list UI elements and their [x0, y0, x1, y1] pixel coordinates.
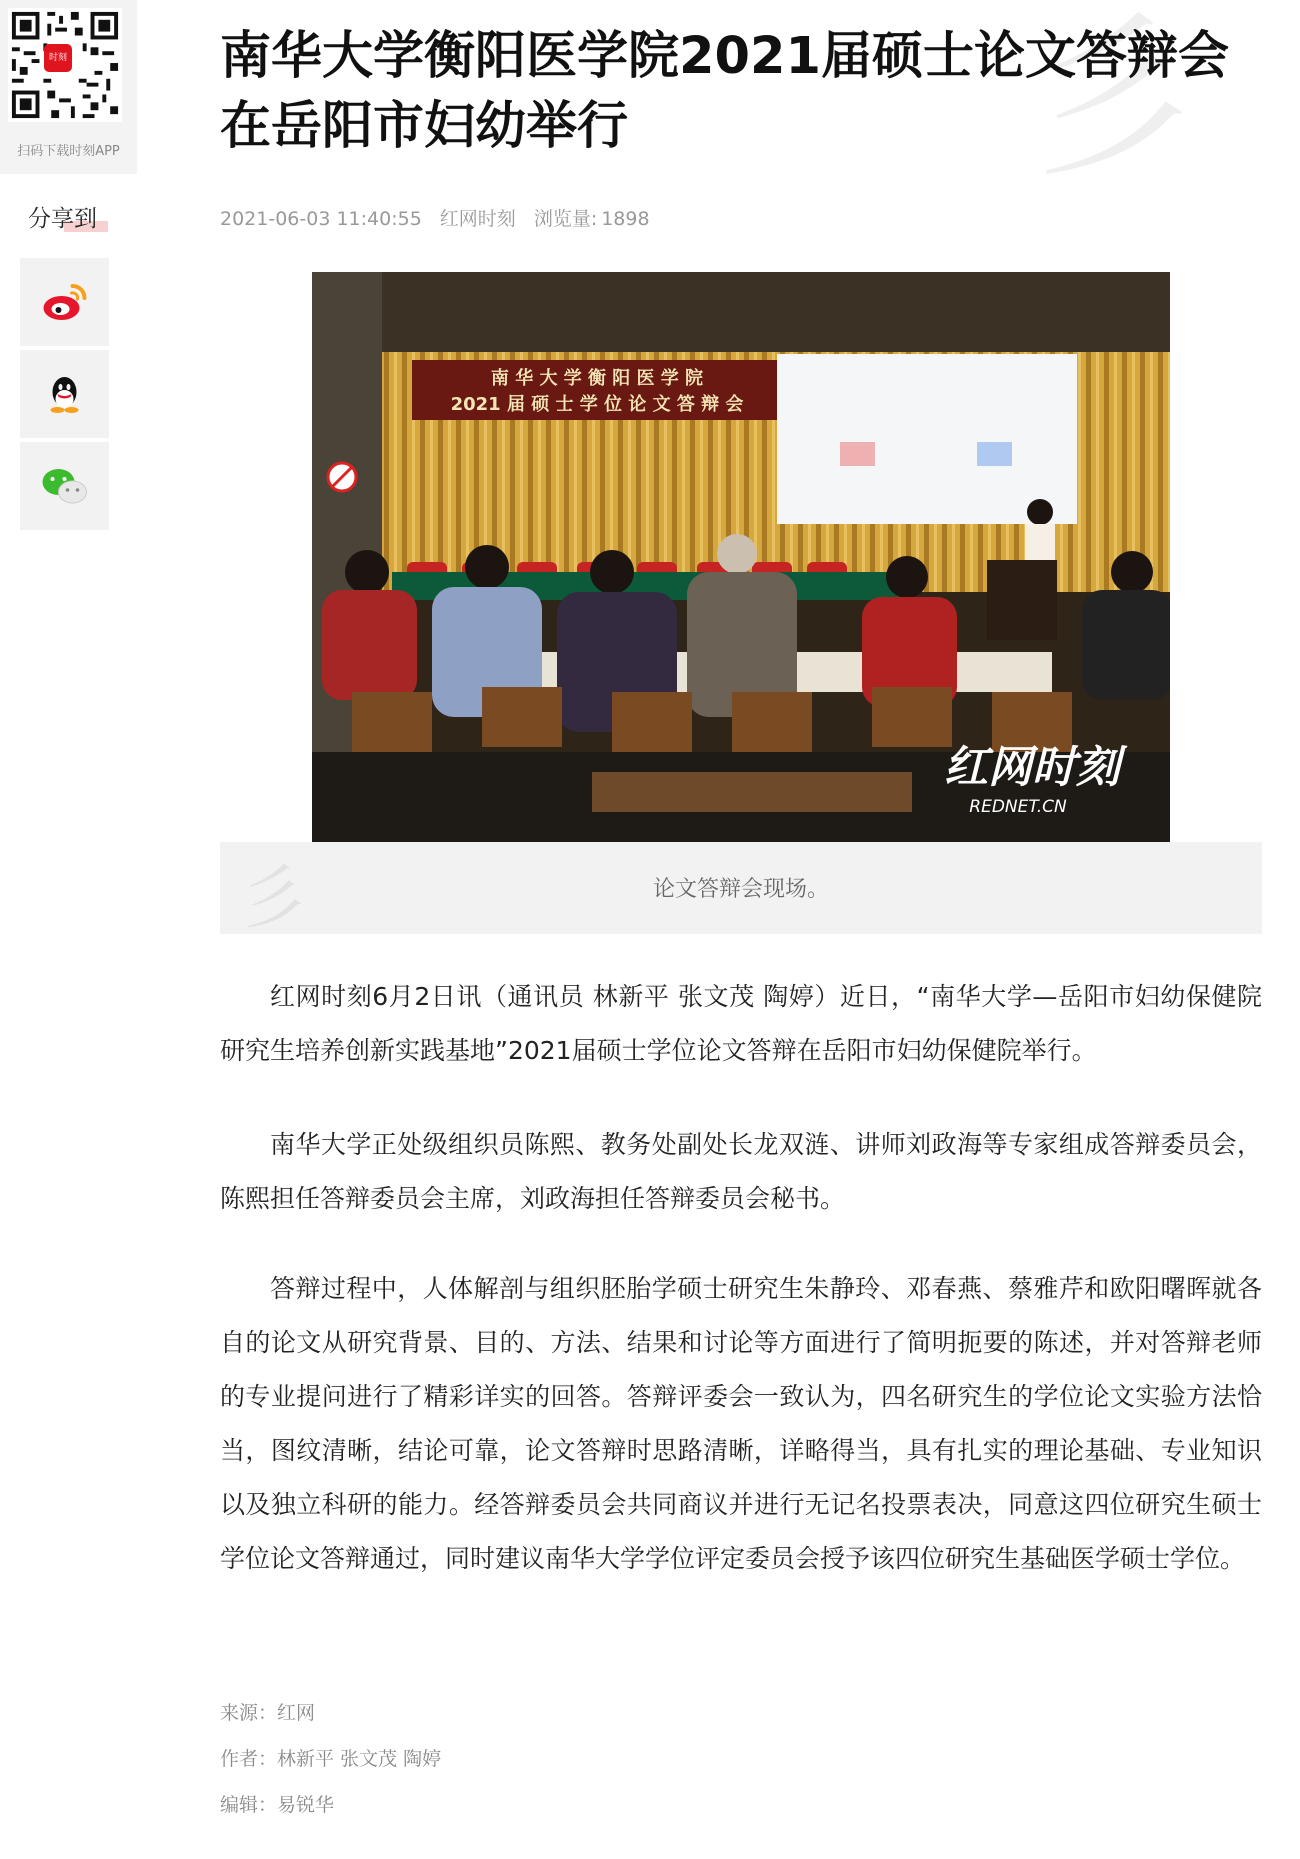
app-logo-badge: 时刻: [44, 44, 72, 72]
share-wechat-button[interactable]: [20, 442, 109, 530]
footer-source: 来源：红网: [220, 1702, 316, 1724]
article-photo: [312, 272, 1170, 842]
view-count-label: 浏览量:: [533, 208, 598, 230]
watermark-decoration: 彡: [1020, 0, 1201, 200]
qr-caption: 扫码下载时刻APP: [17, 144, 120, 159]
article-source: 红网时刻: [439, 208, 516, 230]
wechat-icon: [40, 462, 89, 510]
photo-caption-box: [220, 842, 1262, 939]
share-qq-button[interactable]: [20, 350, 109, 438]
article-paragraph: 南华大学正处级组织员陈熙、教务处副处长龙双涟、讲师刘政海等专家组成答辩委员会，陈熙担任答辩委员会主席，刘政海担任答辩委员会秘书。: [220, 1130, 1262, 1213]
view-count-value: 1898: [601, 208, 650, 230]
caption-watermark-decoration: 彡: [238, 857, 308, 939]
share-label: 分享到: [28, 206, 97, 232]
app-qr-panel: [0, 0, 137, 174]
weibo-icon: [40, 278, 89, 326]
footer-editor: 编辑：易锐华: [220, 1794, 335, 1816]
article-title: 南华大学衡阳医学院2021届硕士论文答辩会在岳阳市妇幼举行: [220, 27, 1229, 156]
publish-datetime: 2021-06-03 11:40:55: [220, 208, 422, 230]
qq-icon: [40, 370, 89, 418]
view-count: [534, 208, 668, 230]
rednet-logo-sub: REDNET.CN: [969, 797, 1067, 817]
banner-line-1: 南 华 大 学 衡 阳 医 学 院: [490, 368, 704, 389]
share-weibo-button[interactable]: [20, 258, 109, 346]
photo-caption: 论文答辩会现场。: [652, 877, 829, 902]
article-paragraph: 答辩过程中，人体解剖与组织胚胎学硕士研究生朱静玲、邓春燕、蔡雅芹和欧阳曙晖就各自的论文从研究背景、目的、方法、结果和讨论等方面进行了简明扼要的陈述，并对答辩老师的专业提问进行了精彩详实的回答。答辩评委会一致认为，四名研究生的学位论文实验方法恰当，图纹清晰，结论可靠，论文答辩时思路清晰，详略得当，具有扎实的理论基础、专业知识以及独立科研的能力。经答辩委员会共同商议并进行无记名投票表决，同意这四位研究生硕士学位论文答辩通过，同时建议南华大学学位评定委员会授予该四位研究生基础医学硕士学位。: [220, 1274, 1262, 1573]
article-meta: [220, 204, 686, 231]
article-paragraph: 红网时刻6月2日讯（通讯员 林新平 张文茂 陶婷）近日，“南华大学—岳阳市妇幼保健院研究生培养创新实践基地”2021届硕士学位论文答辩在岳阳市妇幼保健院举行。: [220, 982, 1262, 1065]
rednet-logo-text: 红网时刻: [944, 742, 1120, 793]
banner-line-2: 2021 届 硕 士 学 位 论 文 答 辩 会: [450, 394, 744, 415]
footer-author: 作者：林新平 张文茂 陶婷: [220, 1748, 442, 1770]
